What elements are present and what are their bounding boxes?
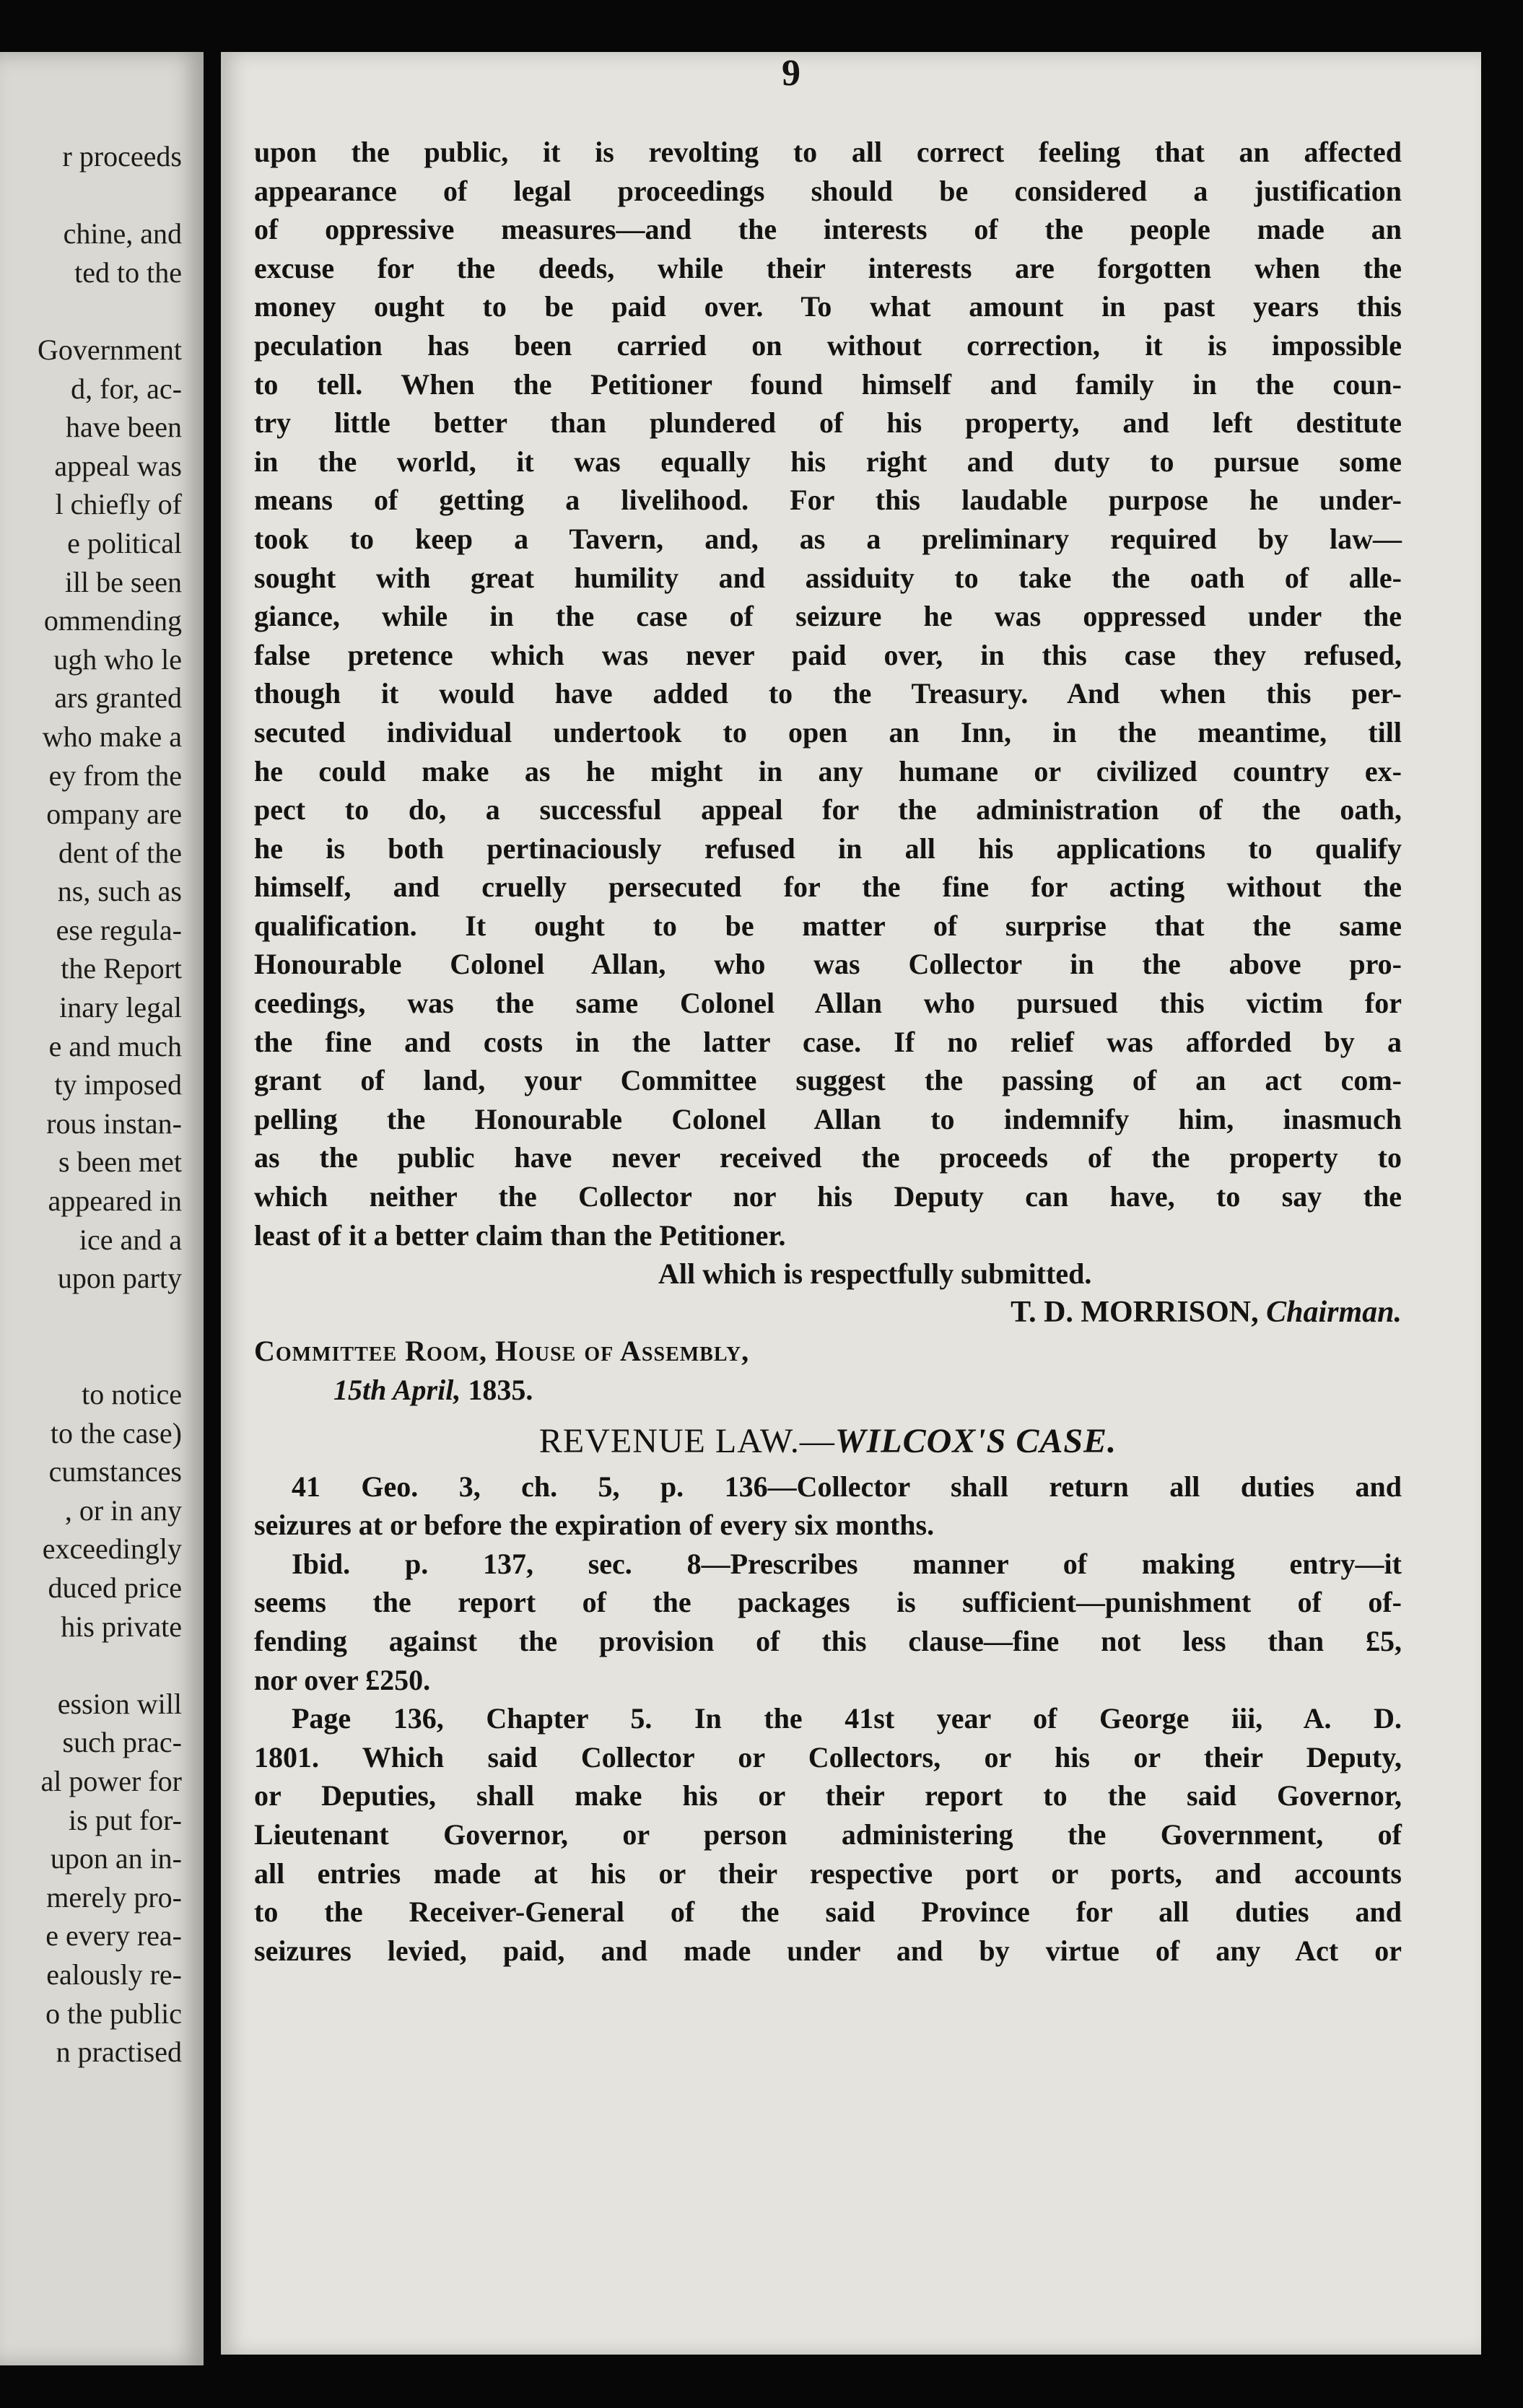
committee-room-line: Committee Room, House of Assembly, bbox=[254, 1335, 750, 1368]
left-fragment-line: n practised bbox=[56, 2036, 182, 2069]
text-line: false pretence which was never paid over, in this case they refused, bbox=[254, 638, 1402, 671]
left-fragment-line bbox=[0, 292, 204, 331]
page-number: 9 bbox=[782, 53, 800, 94]
left-fragment-line: exceedingly bbox=[42, 1532, 182, 1566]
left-fragment-line: to the case) bbox=[50, 1416, 182, 1449]
text-line: appearance of legal proceedings should be considered a justification bbox=[254, 174, 1402, 207]
text-line: means of getting a livelihood. For this laudable purpose he under- bbox=[254, 484, 1402, 517]
left-fragment-line: e every rea- bbox=[45, 1919, 182, 1953]
text-line: Lieutenant Governor, or person administering the Government, of bbox=[254, 1818, 1402, 1851]
text-line: seizures levied, paid, and made under and by virtue of any Act or bbox=[254, 1934, 1402, 1967]
left-fragment-line: ty imposed bbox=[54, 1068, 182, 1102]
left-fragment-line: , or in any bbox=[64, 1493, 182, 1527]
text-line: pelling the Honourable Colonel Allan to indemnify him, inasmuch bbox=[254, 1102, 1402, 1135]
left-fragment-line: chine, and bbox=[63, 217, 182, 250]
text-line: seems the report of the packages is sufficient—punishment of of- bbox=[254, 1586, 1402, 1619]
text-line: to the Receiver-General of the said Province for all duties and bbox=[254, 1896, 1402, 1929]
left-fragment-line: ey from the bbox=[48, 759, 182, 792]
text-line: as the public have never received the proceeds of the property to bbox=[254, 1141, 1402, 1174]
text-line: himself, and cruelly persecuted for the fine for acting without the bbox=[254, 871, 1402, 904]
text-line: secuted individual undertook to open an Inn, in the meantime, till bbox=[254, 715, 1402, 749]
text-line: the fine and costs in the latter case. If no relief was afforded by a bbox=[254, 1025, 1402, 1058]
text-line: least of it a better claim than the Petitioner. bbox=[254, 1218, 786, 1252]
left-fragment-line: dent of the bbox=[58, 836, 182, 869]
text-line: peculation has been carried on without correction, it is impossible bbox=[254, 328, 1402, 362]
left-page-text bbox=[0, 137, 204, 2072]
left-fragment-line: r proceeds bbox=[62, 140, 182, 173]
text-line: to tell. When the Petitioner found himself and family in the coun- bbox=[254, 367, 1402, 401]
left-fragment-line: al power for bbox=[40, 1764, 182, 1797]
text-line: excuse for the deeds, while their interests are forgotten when the bbox=[254, 251, 1402, 284]
left-fragment-line: inary legal bbox=[59, 991, 182, 1024]
revenue-law-text bbox=[254, 1467, 1402, 1971]
text-line: upon the public, it is revolting to all correct feeling that an affected bbox=[254, 136, 1402, 168]
left-fragment-line bbox=[0, 1646, 204, 1685]
text-line: nor over £250. bbox=[254, 1663, 431, 1696]
date-line bbox=[254, 1371, 1402, 1410]
left-fragment-line: to notice bbox=[82, 1378, 182, 1410]
text-line: qualification. It ought to be matter of surprise that the same bbox=[254, 909, 1402, 942]
text-line: sought with great humility and assiduity to take the oath of alle- bbox=[254, 561, 1402, 594]
left-fragment-line: d, for, ac- bbox=[71, 372, 182, 405]
left-fragment-line bbox=[0, 1336, 204, 1375]
left-fragment-line: merely pro- bbox=[46, 1880, 182, 1914]
text-line: 41 Geo. 3, ch. 5, p. 136—Collector shall return all duties and bbox=[292, 1470, 1402, 1503]
text-line: took to keep a Tavern, and, as a preliminary required by law— bbox=[254, 522, 1402, 555]
left-fragment-line: upon party bbox=[57, 1262, 182, 1295]
page-body bbox=[254, 133, 1402, 1970]
left-fragment-line: ted to the bbox=[74, 256, 182, 289]
heading-plain: REVENUE LAW.— bbox=[538, 1421, 835, 1460]
text-line: try little better than plundered of his property, and left destitute bbox=[254, 406, 1402, 440]
signature bbox=[254, 1294, 1402, 1332]
left-fragment-line: appeal was bbox=[54, 449, 182, 482]
text-line: which neither the Collector nor his Deputy can have, to say the bbox=[254, 1180, 1402, 1213]
left-fragment-line: is put for- bbox=[69, 1803, 182, 1836]
left-fragment-line bbox=[0, 1298, 204, 1337]
left-fragment-line bbox=[0, 176, 204, 215]
left-fragment-line: ill be seen bbox=[64, 565, 182, 598]
text-line: all entries made at his or their respective port or ports, and accounts bbox=[254, 1857, 1402, 1890]
left-page-fragment bbox=[0, 52, 204, 2365]
text-line: he is both pertinaciously refused in all his applications to qualify bbox=[254, 832, 1402, 865]
text-line: grant of land, your Committee suggest the passing of an act com- bbox=[254, 1064, 1402, 1097]
left-fragment-line: ars granted bbox=[54, 681, 182, 715]
text-line: Honourable Colonel Allan, who was Collector in the above pro- bbox=[254, 948, 1402, 981]
left-fragment-line: the Report bbox=[61, 952, 182, 985]
text-line: in the world, it was equally his right and duty to pursue some bbox=[254, 445, 1402, 478]
text-line: money ought to be paid over. To what amount in past years this bbox=[254, 290, 1402, 323]
left-fragment-line: ompany are bbox=[46, 798, 182, 831]
date-year: 1835. bbox=[461, 1374, 533, 1406]
text-line: or Deputies, shall make his or their report to the said Governor, bbox=[254, 1779, 1402, 1812]
left-fragment-line: ommending bbox=[43, 604, 182, 637]
left-fragment-line: ealously re- bbox=[46, 1958, 182, 1991]
text-line: fending against the provision of this clause—fine not less than £5, bbox=[254, 1624, 1402, 1657]
left-fragment-line: appeared in bbox=[48, 1185, 182, 1218]
text-line: Page 136, Chapter 5. In the 41st year of George iii, A. D. bbox=[292, 1702, 1402, 1735]
text-line: of oppressive measures—and the interests of the people made an bbox=[254, 213, 1402, 246]
text-line: though it would have added to the Treasury. And when this per- bbox=[254, 677, 1402, 710]
text-line: pect to do, a successful appeal for the administration of the oath, bbox=[254, 793, 1402, 826]
left-fragment-line: ice and a bbox=[79, 1223, 182, 1256]
submission-line: All which is respectfully submitted. bbox=[658, 1257, 1092, 1291]
left-fragment-line: o the public bbox=[45, 1997, 182, 2030]
text-line: seizures at or before the expiration of every six months. bbox=[254, 1509, 935, 1542]
left-fragment-line: ugh who le bbox=[53, 642, 182, 676]
text-line: he could make as he might in any humane or civilized country ex- bbox=[254, 754, 1402, 788]
document-page bbox=[221, 52, 1481, 2355]
left-fragment-line: e and much bbox=[48, 1029, 182, 1063]
left-fragment-line: l chiefly of bbox=[55, 488, 182, 521]
heading-italic: WILCOX'S CASE. bbox=[834, 1421, 1117, 1460]
left-fragment-line: Government bbox=[38, 333, 182, 366]
signature-name: T. D. MORRISON, bbox=[1011, 1295, 1267, 1329]
section-heading bbox=[254, 1415, 1402, 1467]
left-fragment-line: upon an in- bbox=[50, 1842, 182, 1875]
left-fragment-line: who make a bbox=[42, 720, 182, 753]
text-line: Ibid. p. 137, sec. 8—Prescribes manner of making entry—it bbox=[292, 1547, 1402, 1580]
left-fragment-line: cumstances bbox=[48, 1455, 182, 1488]
text-line: ceedings, was the same Colonel Allan who pursued this victim for bbox=[254, 987, 1402, 1020]
left-fragment-line: ese regula- bbox=[56, 913, 182, 946]
left-fragment-line: his private bbox=[61, 1610, 182, 1643]
left-fragment-line: such prac- bbox=[62, 1726, 182, 1759]
petition-paragraph bbox=[254, 133, 1402, 1255]
left-fragment-line: s been met bbox=[58, 1146, 182, 1179]
left-fragment-line: e political bbox=[67, 526, 182, 559]
signature-title: Chairman. bbox=[1266, 1295, 1402, 1329]
left-fragment-line: have been bbox=[65, 411, 182, 444]
text-line: 1801. Which said Collector or Collectors, or his or their Deputy, bbox=[254, 1740, 1402, 1774]
date-day: 15th April, bbox=[333, 1374, 461, 1406]
left-fragment-line: rous instan- bbox=[46, 1107, 182, 1140]
text-line: giance, while in the case of seizure he was oppressed under the bbox=[254, 600, 1402, 633]
left-fragment-line: duced price bbox=[48, 1571, 182, 1604]
left-fragment-line: ession will bbox=[57, 1687, 182, 1720]
left-fragment-line: ns, such as bbox=[57, 875, 182, 908]
